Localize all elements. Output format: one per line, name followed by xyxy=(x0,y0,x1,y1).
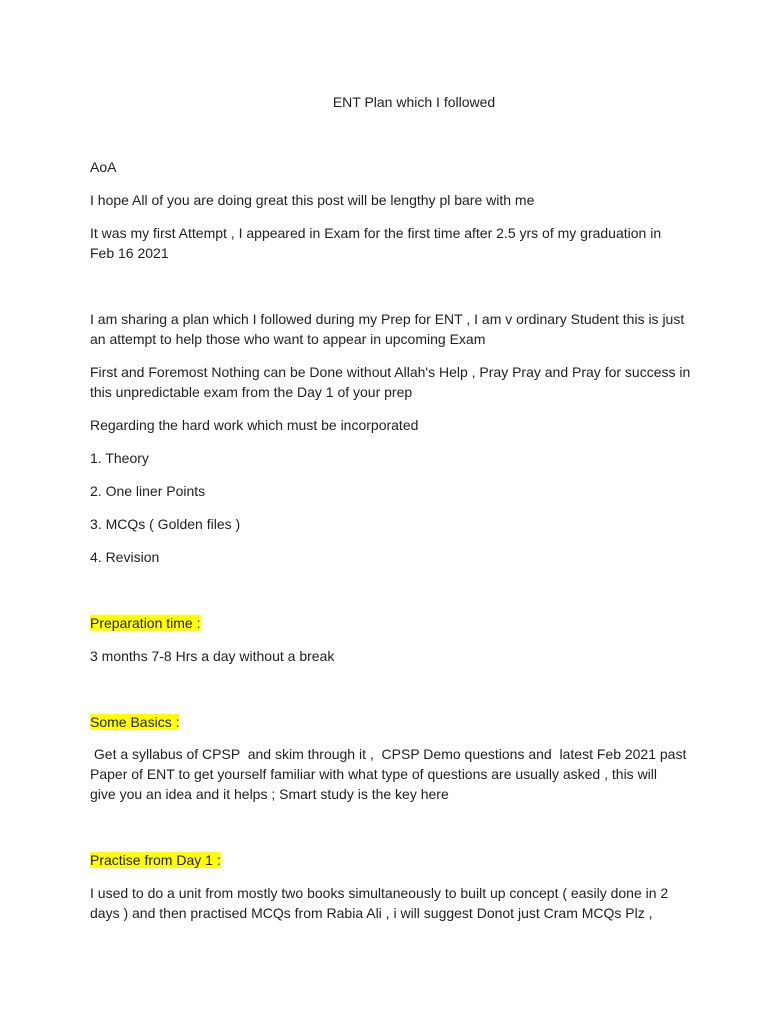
preparation-time-heading-text: Preparation time : xyxy=(90,615,201,631)
list-item xyxy=(90,547,690,567)
practise-paragraph-line-1: I used to do a unit from mostly two books simultaneously to built up concept ( easily done in 2 xyxy=(90,885,669,901)
foremost-paragraph-line-1: First and Foremost Nothing can be Done without Allah's Help , Pray Pray and Pray for success in xyxy=(90,364,691,380)
list-item-text: . Theory xyxy=(97,450,149,466)
list-item-number: 1 xyxy=(90,450,98,466)
list-item-text: . Revision xyxy=(97,549,160,565)
practise-heading xyxy=(90,850,690,870)
foremost-paragraph-line-2: this unpredictable exam from the Day 1 of your prep xyxy=(90,384,413,400)
list-item-number: 2 xyxy=(90,483,98,499)
practise-paragraph-line-2: days ) and then practised MCQs from Rabia Ali , i will suggest Donot just Cram MCQs Plz , xyxy=(90,905,653,921)
some-basics-heading xyxy=(90,712,690,732)
intro-paragraph: I hope All of you are doing great this post will be lengthy pl bare with me xyxy=(90,192,535,208)
sharing-paragraph-line-2: an attempt to help those who want to appear in upcoming Exam xyxy=(90,331,486,347)
hard-work-paragraph: Regarding the hard work which must be incorporated xyxy=(90,417,419,433)
list-item-number: 4 xyxy=(90,549,98,565)
list-item-number: 3 xyxy=(90,516,98,532)
basics-paragraph-line-1: Get a syllabus of CPSP and skim through it , CPSP Demo questions and latest Feb 2021 past xyxy=(90,746,687,762)
attempt-paragraph-line-1: It was my first Attempt , I appeared in Exam for the first time after 2.5 yrs of my graduation in xyxy=(90,225,662,241)
practise-heading-text: Practise from Day 1 : xyxy=(90,852,221,868)
preparation-time-text: 3 months 7-8 Hrs a day without a break xyxy=(90,648,335,664)
sharing-paragraph-line-1: I am sharing a plan which I followed during my Prep for ENT , I am v ordinary Student this is just xyxy=(90,311,685,327)
list-item-text: . One liner Points xyxy=(97,483,206,499)
list-item xyxy=(90,481,690,501)
list-item xyxy=(90,514,690,534)
greeting: AoA xyxy=(90,159,117,175)
preparation-time-heading xyxy=(90,613,690,633)
some-basics-heading-text: Some Basics : xyxy=(90,714,180,730)
basics-paragraph-line-3: give you an idea and it helps ; Smart study is the key here xyxy=(90,786,449,802)
list-item-text: . MCQs ( Golden files ) xyxy=(97,516,241,532)
document-title: ENT Plan which I followed xyxy=(332,94,496,110)
basics-paragraph-line-2: Paper of ENT to get yourself familiar with what type of questions are usually asked , this will xyxy=(90,766,658,782)
attempt-paragraph-line-2: Feb 16 2021 xyxy=(90,245,169,261)
list-item xyxy=(90,448,690,468)
